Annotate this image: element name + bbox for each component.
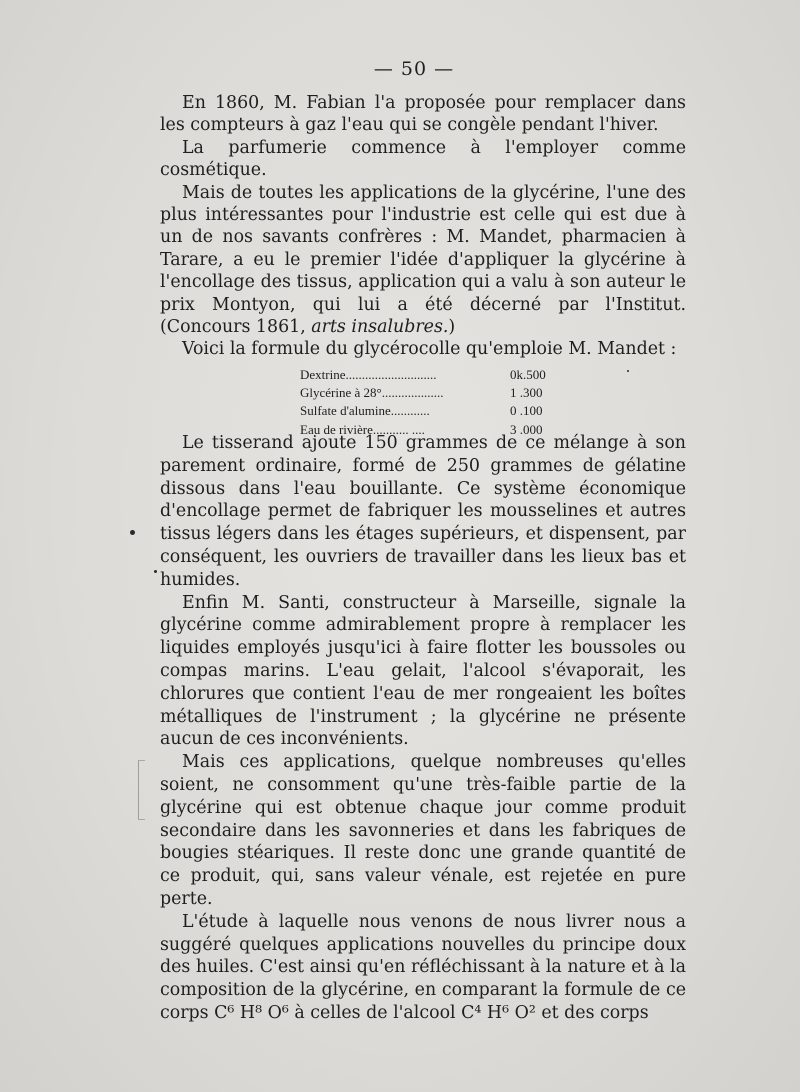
paragraph-fabian: En 1860, M. Fabian l'a proposée pour remplacer dans les compteurs à gaz l'eau qui se congèle pendant l'hiver.	[160, 93, 686, 136]
paragraph-etude: L'étude à laquelle nous venons de nous livrer nous a suggéré quelques applications nouvelles du principe doux des huiles. C'est ainsi qu'en réfléchissant à la nature et à la composition de la glycérine, en comparant la formule de ce corps C⁶ H⁸ O⁶ à celles de l'alcool C⁴ H⁶ O² et des corps	[160, 911, 686, 1023]
paragraph-formule-intro: Voici la formule du glycérocolle qu'emploie M. Mandet :	[182, 339, 677, 360]
formula-quantity: 1 .300	[510, 385, 543, 401]
paragraph-mandet-text: Mais de toutes les applications de la glycérine, l'une des plus intéressantes pour l'industrie est celle qui est due à un de nos savants confrères : M. Mandet, pharmacien à Tarare, a eu le premier l'idée d'appliquer la glycérine à l'encollage des tissus, application qui a valu à son auteur le prix Montyon, qui lui a été décerné par l'Institut. (Concours 1861,	[160, 182, 686, 338]
formula-quantity: 0 .100	[510, 403, 543, 419]
paragraph-parfumerie: La parfumerie commence à l'employer comme cosmétique.	[160, 137, 686, 181]
ink-speck-mark	[130, 530, 135, 535]
concours-close: )	[448, 317, 456, 338]
paragraph-applications: Mais ces applications, quelque nombreuses qu'elles soient, ne consomment qu'une très-faible partie de la glycérine qui est obtenue chaque jour comme produit secondaire dans les savonneries et dans les fabriques de bougies stéariques. Il reste donc une grande quantité de ce produit, qui, sans valeur vénale, est rejetée en pure perte.	[160, 752, 686, 909]
paragraph-tisserand: Le tisserand ajoute 150 grammes de ce mélange à son parement ordinaire, formé de 250 grammes de gélatine dissous dans l'eau bouillante. Ce système économique d'encollage permet de fabriquer les mousselines et autres tissus légers dans les étages supérieurs, et dispensent, par conséquent, les ouvriers de travailler dans les lieux bas et humides.	[160, 433, 686, 590]
formula-ingredient: Dextrine............................	[300, 367, 437, 382]
formula-ingredient: Sulfate d'alumine............	[300, 403, 430, 419]
paragraph-mandet	[160, 182, 686, 339]
paragraph-santi: Enfin M. Santi, constructeur à Marseille, signale la glycérine comme admirablement propre à remplacer les liquides employés jusqu'ici à faire flotter les boussoles ou compas marins. L'eau gelait, l'alcool s'évaporait, les chlorures que contient l'eau de mer rongeaient les boîtes métalliques de l'instrument ; la glycérine ne présente aucun de ces inconvénients.	[160, 592, 686, 750]
formula-ingredient: Glycérine à 28°...................	[300, 385, 444, 401]
page-number: — 50 —	[373, 58, 455, 80]
ink-speck-mark	[154, 570, 157, 573]
formula-quantity: 0k.500	[510, 367, 546, 382]
formula-row	[300, 384, 570, 402]
margin-pencil-bracket	[138, 760, 145, 820]
concours-category: arts insalubres.	[311, 317, 449, 338]
formula-table	[300, 366, 570, 439]
ink-speck-mark	[627, 370, 629, 372]
formula-row	[300, 366, 570, 384]
body-text-top	[160, 92, 686, 361]
formula-row	[300, 402, 570, 420]
body-text-bottom	[160, 432, 686, 1025]
formula-quantity: 3 .000	[510, 421, 543, 437]
formula-ingredient: Eau de rivière........... ....	[300, 421, 425, 437]
